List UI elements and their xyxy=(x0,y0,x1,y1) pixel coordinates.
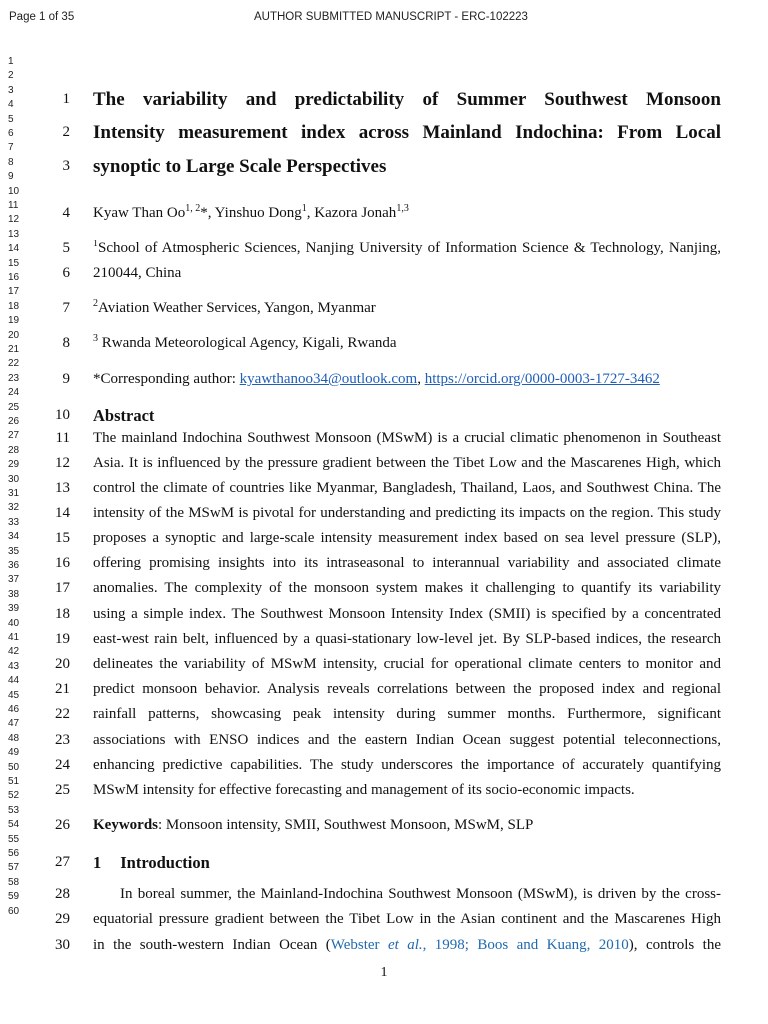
abstract-heading: Abstract xyxy=(93,406,155,425)
author-affiliation-sup: 1 xyxy=(301,203,307,214)
author-list xyxy=(93,205,721,222)
gutter-number: 27 xyxy=(8,430,20,442)
gutter-number: 50 xyxy=(8,761,20,773)
gutter-number: 30 xyxy=(8,473,20,485)
citation-author: Webster xyxy=(330,937,388,953)
manuscript-header: AUTHOR SUBMITTED MANUSCRIPT - ERC-102223 xyxy=(254,11,528,23)
affiliation-text: Aviation Weather Services, Yangon, Myanmar xyxy=(98,300,376,316)
abstract-line: offering promising insights into its intraseasonal to interannual variability and associated climate xyxy=(93,555,721,571)
gutter-number: 21 xyxy=(8,344,20,355)
corresponding-separator: , xyxy=(417,371,425,387)
gutter-number: 52 xyxy=(8,790,20,802)
citation-link[interactable] xyxy=(331,937,629,953)
line-number: 28 xyxy=(55,886,70,902)
gutter-number: 33 xyxy=(8,516,20,528)
line-number: 16 xyxy=(55,555,70,571)
line-number: 15 xyxy=(55,530,70,546)
abstract-line: proposes a synoptic and large-scale intensity measurement index based on sea level pressure (SLP), xyxy=(93,530,721,546)
gutter-number: 28 xyxy=(8,444,20,456)
keywords-text: : Monsoon intensity, SMII, Southwest Monsoon, MSwM, SLP xyxy=(158,817,534,833)
gutter-number: 29 xyxy=(8,459,20,471)
gutter-number: 9 xyxy=(8,171,14,183)
intro-line: In boreal summer, the Mainland-Indochina Southwest Monsoon (MSwM), is driven by the cross- xyxy=(120,886,721,902)
abstract-line: enhancing predictive capabilities. The study underscores the importance of accurately quantifying xyxy=(93,757,721,773)
line-number: 23 xyxy=(55,732,70,748)
gutter-number: 14 xyxy=(8,243,20,255)
affiliation-1-line-1 xyxy=(93,240,721,257)
author-name: Yinshuo Dong xyxy=(214,205,302,221)
intro-text: ), controls the xyxy=(628,937,721,953)
author-name: Kazora Jonah xyxy=(314,205,397,221)
abstract-line: The mainland Indochina Southwest Monsoon (MSwM) is a crucial climatic phenomenon in Southeast xyxy=(93,430,721,446)
affiliation-sup: 1 xyxy=(93,240,98,249)
gutter-number: 10 xyxy=(8,185,20,197)
gutter-number: 47 xyxy=(8,718,20,730)
intro-line: equatorial pressure gradient between the Tibet Low in the Asian continent and the Mascarenes High xyxy=(93,911,721,927)
gutter-number: 19 xyxy=(8,315,20,327)
author-affiliation-sup: 1,3 xyxy=(396,203,409,214)
corresponding-author xyxy=(93,371,721,388)
abstract-line: using a simple index. The Southwest Monsoon Intensity Index (SMII) is specified by a concentrated xyxy=(93,606,721,622)
abstract-line: delineates the variability of MSwM intensity, crucial for operational climate centers to monitor and xyxy=(93,656,721,672)
gutter-number: 16 xyxy=(8,272,20,283)
paper-title-line-2: Intensity measurement index across Mainland Indochina: From Local xyxy=(93,122,721,143)
line-number: 27 xyxy=(55,854,70,870)
gutter-number: 53 xyxy=(8,804,20,816)
line-number: 10 xyxy=(55,407,70,423)
line-number: 2 xyxy=(62,124,70,140)
keywords-label: Keywords xyxy=(93,817,158,833)
line-number: 4 xyxy=(62,205,70,221)
email-link[interactable]: kyawthanoo34@outlook.com xyxy=(239,371,418,387)
paper-title-line-3: synoptic to Large Scale Perspectives xyxy=(93,156,387,177)
author-name: Kyaw Than Oo xyxy=(93,205,186,221)
line-number: 26 xyxy=(55,817,70,833)
gutter-number: 6 xyxy=(8,128,14,139)
gutter-number: 23 xyxy=(8,372,20,384)
intro-line xyxy=(93,937,721,954)
line-number: 6 xyxy=(62,265,70,281)
gutter-number: 32 xyxy=(8,502,20,514)
abstract-line: control the climate of countries like Myanmar, Bangladesh, Thailand, Laos, and Southwest China. The xyxy=(93,480,721,496)
gutter-number: 38 xyxy=(8,588,20,600)
line-number: 13 xyxy=(55,480,70,496)
corresponding-mark: *, xyxy=(200,205,215,221)
section-number: 1 xyxy=(93,853,102,872)
abstract-line: rainfall patterns, showcasing peak intensity during summer months. Furthermore, significant xyxy=(93,706,721,722)
line-number: 3 xyxy=(62,158,70,174)
gutter-number: 26 xyxy=(8,416,20,427)
abstract-line: intensity of the MSwM is pivotal for understanding and predicting its impacts on the region. This study xyxy=(93,505,721,521)
page-indicator: Page 1 of 35 xyxy=(9,11,75,23)
gutter-number: 42 xyxy=(8,646,20,658)
line-number: 11 xyxy=(55,430,70,446)
line-number: 21 xyxy=(55,681,70,697)
gutter-number: 56 xyxy=(8,848,20,859)
page-number-footer: 1 xyxy=(380,965,388,980)
gutter-number: 55 xyxy=(8,833,20,845)
gutter-number: 22 xyxy=(8,358,20,370)
line-number: 17 xyxy=(55,580,70,596)
line-number: 24 xyxy=(55,757,70,773)
citation-rest: , 1998; Boos and Kuang, 2010 xyxy=(422,937,629,953)
gutter-number: 39 xyxy=(8,603,20,615)
gutter-number: 1 xyxy=(8,56,14,67)
orcid-link[interactable]: https://orcid.org/0000-0003-1727-3462 xyxy=(424,371,660,387)
gutter-number: 34 xyxy=(8,531,20,543)
intro-text: in the south-western Indian Ocean ( xyxy=(93,937,331,953)
gutter-number: 31 xyxy=(8,488,20,499)
gutter-number: 43 xyxy=(8,660,20,672)
abstract-line: predict monsoon behavior. Analysis reveals correlations between the proposed index and regional xyxy=(93,681,721,697)
gutter-number: 45 xyxy=(8,689,20,701)
line-number: 20 xyxy=(55,656,70,672)
keywords xyxy=(93,817,721,834)
gutter-number: 40 xyxy=(8,617,20,629)
gutter-number: 17 xyxy=(8,286,20,298)
line-number: 30 xyxy=(55,937,70,953)
section-heading-introduction xyxy=(93,853,721,872)
gutter-number: 13 xyxy=(8,228,20,240)
affiliation-sup: 2 xyxy=(93,298,98,309)
abstract-line: Asia. It is influenced by the pressure gradient between the Tibet Low and the Mascarenes High, which xyxy=(93,455,721,471)
affiliation-sup: 3 xyxy=(93,333,98,344)
citation-etal: et al. xyxy=(387,937,423,953)
line-number: 9 xyxy=(62,371,70,387)
gutter-number: 25 xyxy=(8,401,20,413)
line-number: 1 xyxy=(62,91,70,107)
affiliation-text: School of Atmospheric Sciences, Nanjing University of Information Science & Technology, Nanjing, xyxy=(98,240,721,256)
gutter-number: 41 xyxy=(8,632,20,643)
gutter-number: 46 xyxy=(8,704,20,715)
gutter-number: 51 xyxy=(8,776,20,787)
gutter-number: 54 xyxy=(8,819,20,831)
line-number: 29 xyxy=(55,911,70,927)
abstract-line: associations with ENSO indices and the eastern Indian Ocean suggest potential teleconnections, xyxy=(93,732,721,748)
line-number: 25 xyxy=(55,782,70,798)
section-title: Introduction xyxy=(120,853,210,872)
gutter-number: 18 xyxy=(8,300,20,312)
gutter-number: 4 xyxy=(8,99,14,111)
gutter-number: 5 xyxy=(8,113,14,125)
abstract-line: anomalies. The complexity of the monsoon system makes it challenging to quantify its variability xyxy=(93,580,721,596)
affiliation-3 xyxy=(93,335,721,352)
gutter-number: 8 xyxy=(8,156,14,168)
gutter-number: 36 xyxy=(8,560,20,571)
gutter-number: 12 xyxy=(8,214,20,226)
gutter-number: 20 xyxy=(8,329,20,341)
affiliation-2 xyxy=(93,300,721,317)
line-number: 7 xyxy=(62,300,70,316)
corresponding-label: *Corresponding author: xyxy=(93,371,240,387)
gutter-number: 11 xyxy=(8,200,19,211)
gutter-number: 48 xyxy=(8,732,20,744)
gutter-number: 35 xyxy=(8,545,20,557)
gutter-number: 59 xyxy=(8,891,20,903)
affiliation-text: Rwanda Meteorological Agency, Kigali, Rwanda xyxy=(98,335,397,351)
gutter-number: 37 xyxy=(8,574,20,586)
gutter-number: 49 xyxy=(8,747,20,759)
gutter-number: 58 xyxy=(8,876,20,888)
author-affiliation-sup: 1, 2 xyxy=(185,203,201,214)
abstract-line: east-west rain belt, influenced by a quasi-stationary low-level jet. By SLP-based indices, the research xyxy=(93,631,721,647)
line-number: 14 xyxy=(55,505,70,521)
gutter-number: 24 xyxy=(8,387,20,399)
paper-title-line-1: The variability and predictability of Summer Southwest Monsoon xyxy=(93,89,721,110)
line-number: 18 xyxy=(55,606,70,622)
author-separator: , xyxy=(306,205,315,221)
line-number: 12 xyxy=(55,455,70,471)
gutter-number: 15 xyxy=(8,257,20,269)
line-number: 5 xyxy=(62,240,70,256)
gutter-number: 3 xyxy=(8,84,14,96)
gutter-number: 2 xyxy=(8,70,14,82)
line-number: 22 xyxy=(55,706,70,722)
affiliation-1-line-2: 210044, China xyxy=(93,265,182,281)
line-number: 8 xyxy=(62,335,70,351)
gutter-number: 57 xyxy=(8,862,20,874)
abstract-line: MSwM intensity for effective forecasting and management of its socio-economic impacts. xyxy=(93,782,635,798)
line-number: 19 xyxy=(55,631,70,647)
gutter-number: 60 xyxy=(8,905,20,917)
gutter-number: 7 xyxy=(8,142,14,154)
gutter-number: 44 xyxy=(8,675,20,687)
